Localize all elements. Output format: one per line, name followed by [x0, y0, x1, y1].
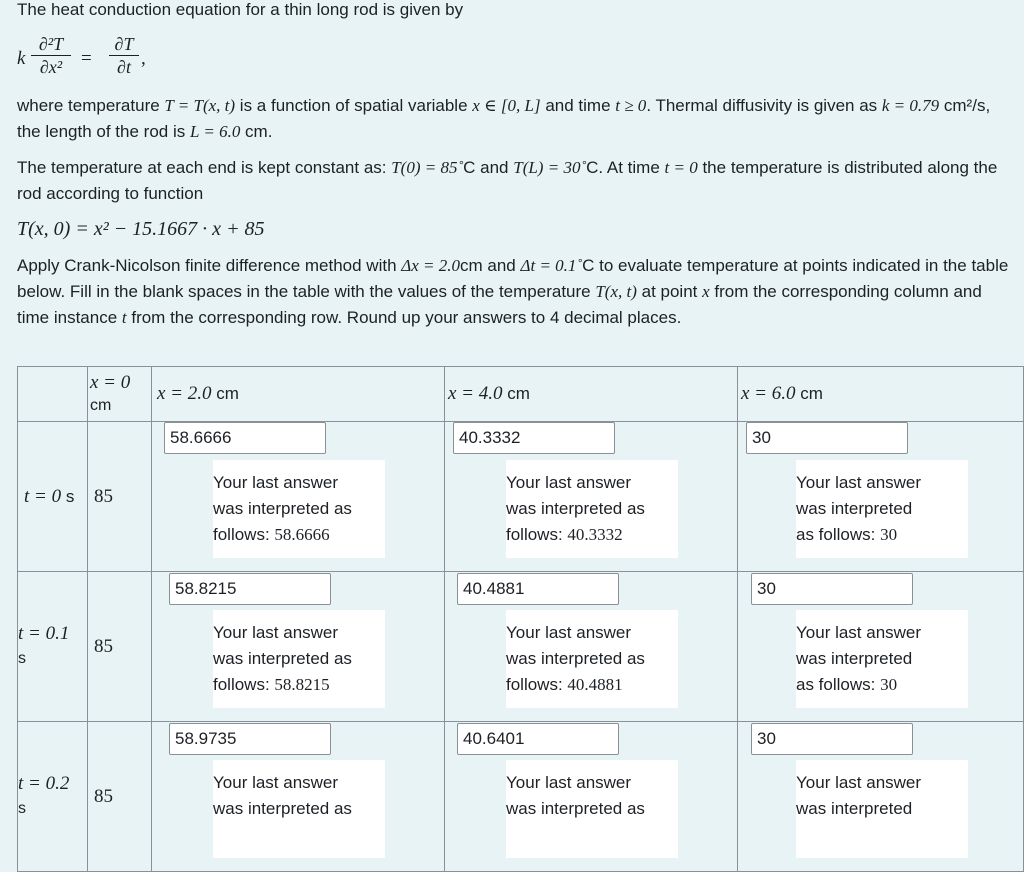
answer-input[interactable]	[169, 573, 331, 605]
header-x2	[152, 367, 445, 422]
vars-text-6: cm.	[240, 122, 273, 141]
feedback-line-2: was interpreted as	[213, 499, 352, 518]
answer-cell	[445, 422, 738, 572]
feedback-line-1: Your last answer	[213, 623, 339, 642]
feedback-line-2: was interpreted	[796, 799, 913, 818]
task-text-3: C to evaluate temperature at points indicated in the table below. Fill in the blank spaces in the table with the values of the temperature	[17, 256, 1009, 301]
feedback-line-2: was interpreted as	[506, 799, 645, 818]
row-time-unit: s	[61, 486, 75, 506]
header-x6-math: x = 6.0	[741, 383, 796, 404]
corner-cell	[18, 367, 88, 422]
header-x6	[738, 367, 1024, 422]
variables-paragraph	[17, 93, 1017, 145]
feedback-value: 30	[880, 675, 898, 694]
task-math-1: Δx = 2.0	[401, 256, 461, 275]
feedback-value: 40.4881	[567, 675, 623, 694]
vars-text-2: is a function of spatial variable	[235, 96, 473, 115]
header-x4-math: x = 4.0	[448, 383, 503, 404]
task-math-3: T(x, t)	[595, 282, 637, 301]
header-x6-unit: cm	[795, 384, 823, 403]
bc-math-2: T(L) = 30˚	[513, 158, 587, 177]
answer-input[interactable]	[751, 723, 913, 755]
x0-value-text: 85	[94, 635, 113, 657]
feedback-value: 58.6666	[274, 525, 330, 544]
task-math-5: t	[121, 308, 127, 327]
feedback-line-2: was interpreted as	[506, 649, 645, 668]
row-time-unit: s	[18, 650, 26, 667]
answer-feedback	[506, 610, 678, 708]
x0-value	[88, 422, 152, 572]
heat-equation	[17, 34, 217, 96]
feedback-line-3: follows:	[506, 675, 568, 694]
answer-table	[17, 366, 1024, 872]
feedback-value: 40.3332	[567, 525, 623, 544]
rhs-fraction	[109, 34, 139, 77]
header-x0-unit: cm	[90, 396, 112, 414]
feedback-line-1: Your last answer	[796, 773, 922, 792]
task-text-4: at point	[636, 282, 703, 301]
lhs-denominator: ∂x²	[39, 57, 63, 77]
header-x2-math: x = 2.0	[157, 383, 212, 404]
answer-cell	[738, 722, 1024, 872]
x0-value	[88, 572, 152, 722]
answer-cell	[738, 422, 1024, 572]
problem-intro: The heat conduction equation for a thin long rod is given by	[17, 0, 464, 19]
equation-comma: ,	[141, 48, 146, 69]
feedback-line-3: follows:	[213, 525, 275, 544]
bc-text-2: C and	[463, 158, 514, 177]
bc-math-3: t = 0	[664, 158, 698, 177]
row-time-label	[18, 572, 88, 722]
header-x0	[88, 367, 152, 422]
row-time-label	[18, 422, 88, 572]
lhs-fraction	[31, 34, 71, 77]
answer-cell	[738, 572, 1024, 722]
answer-input[interactable]	[457, 573, 619, 605]
boundary-conditions-paragraph	[17, 155, 1017, 207]
vars-math-3: t ≥ 0	[615, 96, 647, 115]
answer-feedback	[506, 760, 678, 858]
rhs-denominator: ∂t	[117, 57, 131, 77]
row-time-math: t = 0.1	[18, 623, 70, 644]
header-row	[18, 367, 1024, 422]
answer-input[interactable]	[169, 723, 331, 755]
feedback-line-3: as follows:	[796, 675, 881, 694]
vars-math-5: L = 6.0	[189, 122, 241, 141]
feedback-line-1: Your last answer	[506, 773, 632, 792]
task-math-2: Δt = 0.1˚	[520, 256, 583, 275]
row-time-math: t = 0	[24, 485, 62, 507]
vars-math-1: T = T(x, t)	[164, 96, 236, 115]
answer-cell	[152, 422, 445, 572]
vars-text-1: where temperature	[17, 96, 165, 115]
feedback-line-2: was interpreted	[796, 499, 913, 518]
x0-value-text: 85	[94, 785, 113, 807]
answer-feedback	[506, 460, 678, 558]
answer-feedback	[213, 460, 385, 558]
feedback-value: 58.8215	[274, 675, 330, 694]
answer-input[interactable]	[746, 422, 908, 454]
task-text-6: from the corresponding row. Round up your answers to 4 decimal places.	[126, 308, 682, 327]
rhs-numerator: ∂T	[114, 34, 134, 54]
bc-text-3: C. At time	[586, 158, 665, 177]
answer-feedback	[213, 760, 385, 858]
header-x0-math: x = 0	[90, 371, 131, 393]
answer-feedback	[213, 610, 385, 708]
feedback-line-3: as follows:	[796, 525, 881, 544]
feedback-line-2: was interpreted as	[213, 799, 352, 818]
row-time-unit: s	[18, 800, 26, 817]
header-x2-unit: cm	[211, 384, 239, 403]
answer-input[interactable]	[164, 422, 326, 454]
feedback-line-1: Your last answer	[213, 773, 339, 792]
vars-math-4: k = 0.79	[881, 96, 940, 115]
answer-cell	[445, 722, 738, 872]
header-x4-unit: cm	[502, 384, 530, 403]
feedback-line-3: follows:	[506, 525, 568, 544]
feedback-line-2: was interpreted as	[213, 649, 352, 668]
answer-cell	[152, 722, 445, 872]
answer-cell	[445, 572, 738, 722]
vars-text-3: and time	[540, 96, 616, 115]
task-paragraph	[17, 253, 1017, 331]
initial-condition: T(x, 0) = x² − 15.1667 · x + 85	[17, 218, 265, 240]
feedback-line-2: was interpreted as	[506, 499, 645, 518]
answer-input[interactable]	[751, 573, 913, 605]
table-row	[18, 422, 1024, 572]
vars-text-5: cm²/s, the length of the rod is	[17, 96, 991, 141]
feedback-value: 30	[880, 525, 898, 544]
row-time-math: t = 0.2	[18, 773, 70, 794]
answer-feedback	[796, 610, 968, 708]
answer-feedback	[796, 460, 968, 558]
feedback-line-1: Your last answer	[796, 623, 922, 642]
answer-feedback	[796, 760, 968, 858]
x0-value	[88, 722, 152, 872]
header-x4	[445, 367, 738, 422]
answer-input[interactable]	[457, 723, 619, 755]
lhs-numerator: ∂²T	[38, 34, 64, 54]
task-text-1: Apply Crank-Nicolson finite difference method with	[17, 256, 402, 275]
row-time-label	[18, 722, 88, 872]
x0-value-text: 85	[94, 485, 113, 507]
task-text-2: cm and	[460, 256, 521, 275]
feedback-line-1: Your last answer	[506, 473, 632, 492]
table-row	[18, 722, 1024, 872]
answer-input[interactable]	[453, 422, 615, 454]
vars-text-4: . Thermal diffusivity is given as	[646, 96, 882, 115]
task-text-5: from the corresponding column and time instance	[17, 282, 982, 327]
feedback-line-1: Your last answer	[213, 473, 339, 492]
bc-math-1: T(0) = 85˚	[391, 158, 464, 177]
feedback-line-1: Your last answer	[506, 623, 632, 642]
equation-coefficient: k	[17, 48, 26, 69]
bc-text-1: The temperature at each end is kept constant as:	[17, 158, 392, 177]
feedback-line-3: follows:	[213, 675, 275, 694]
feedback-line-1: Your last answer	[796, 473, 922, 492]
equation-equals: =	[81, 48, 92, 69]
task-math-4: x	[702, 282, 710, 301]
table-row	[18, 572, 1024, 722]
vars-math-2: x ∈ [0, L]	[472, 96, 541, 115]
feedback-line-2: was interpreted	[796, 649, 913, 668]
bc-text-4: the temperature is distributed along the rod according to function	[17, 158, 998, 203]
answer-cell	[152, 572, 445, 722]
